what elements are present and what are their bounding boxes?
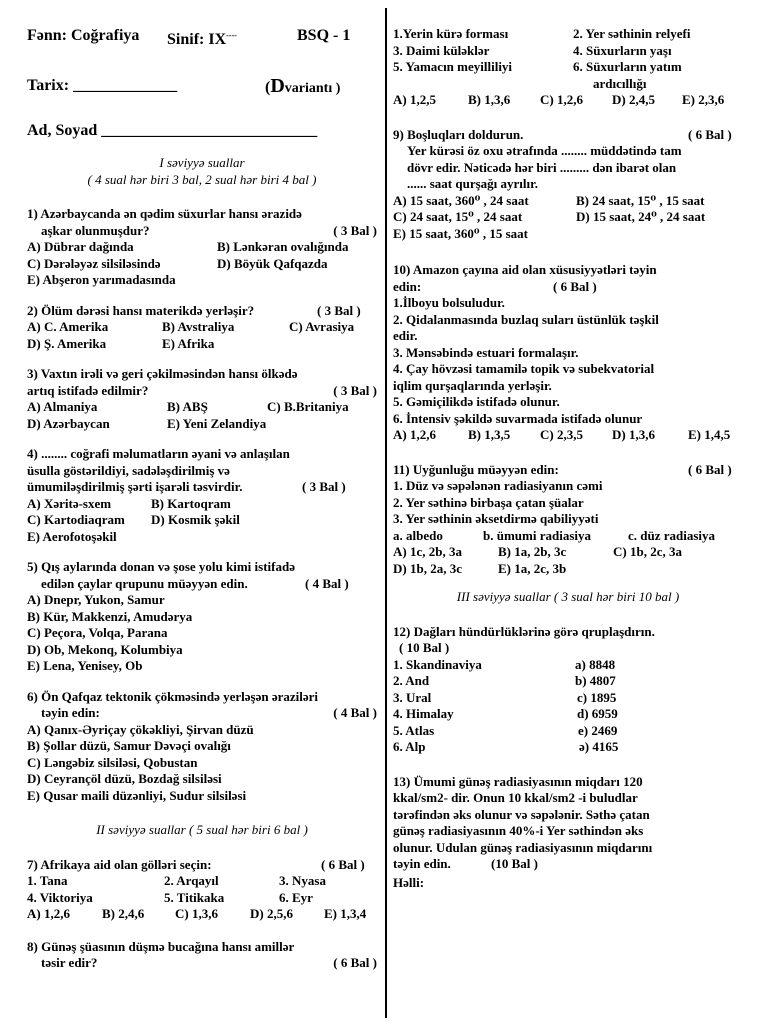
q12-mountain-3: 3. Ural xyxy=(393,689,432,705)
q9-line2: Yer kürəsi öz oxu ətrafında ........ müddətində tam xyxy=(407,143,682,158)
q5-line2-row xyxy=(27,576,377,593)
q8-items-34 xyxy=(393,43,743,60)
q4-options-ab xyxy=(27,496,377,513)
q8-item-1: 1.Yerin kürə forması xyxy=(393,26,509,41)
question-2 xyxy=(27,303,377,353)
q12-height-a: a) 8848 xyxy=(575,656,616,672)
q4-option-c: C) Kartodiaqram xyxy=(27,512,125,528)
q9-line1-row xyxy=(393,127,743,144)
question-13 xyxy=(393,774,743,892)
q7-items-456 xyxy=(27,890,377,907)
question-3 xyxy=(27,366,377,432)
q10-line2: edin: xyxy=(393,278,422,294)
q7-points: ( 6 Bal ) xyxy=(321,856,365,872)
q9-option-a: A) 15 saat, 360⁰ , 24 saat xyxy=(393,192,529,208)
q8-option-e: E) 2,3,6 xyxy=(682,92,725,107)
q12-rows xyxy=(393,657,743,756)
q7-option-a: A) 1,2,6 xyxy=(27,906,70,922)
question-7 xyxy=(27,857,377,923)
q9-line1: 9) Boşluqları doldurun. xyxy=(393,126,524,142)
variant-letter: D xyxy=(270,75,285,98)
q6-line2: təyin edin: xyxy=(41,705,100,721)
question-12 xyxy=(393,624,743,756)
question-9 xyxy=(393,127,743,243)
q5-points: ( 4 Bal ) xyxy=(305,575,349,591)
q10-options xyxy=(393,427,743,444)
q7-item-6: 6. Eyr xyxy=(279,889,313,905)
q11-option-a: A) 1c, 2b, 3a xyxy=(393,544,462,559)
q3-options-de xyxy=(27,416,377,433)
q11-item-1: 1. Düz və səpələnən radiasiyanın cəmi xyxy=(393,478,603,493)
q11-option-c: C) 1b, 2c, 3a xyxy=(613,544,682,559)
q7-option-b: B) 2,4,6 xyxy=(102,906,145,922)
q11-line1: 11) Uyğunluğu müəyyən edin: xyxy=(393,461,559,477)
q4-line2: üsulla göstərildiyi, sadələşdirilmiş və xyxy=(27,462,230,478)
q2-option-a: A) C. Amerika xyxy=(27,319,109,335)
q2-line1-row xyxy=(27,303,377,320)
q7-items-123 xyxy=(27,873,377,890)
column-divider xyxy=(385,8,387,1018)
q5-line1: 5) Qış aylarında donan və şose yolu kimi istifadə xyxy=(27,559,295,575)
q10-points: ( 6 Bal ) xyxy=(553,278,597,294)
q12-row xyxy=(393,739,743,756)
q2-option-b: B) Avstraliya xyxy=(162,319,235,335)
q8-line2: təsir edir? xyxy=(41,955,98,971)
question-8 xyxy=(27,939,377,972)
q12-points: ( 10 Bal ) xyxy=(399,640,450,655)
q3-option-c: C) B.Britaniya xyxy=(267,399,349,415)
q9-points: ( 6 Bal ) xyxy=(688,126,732,142)
q9-line3: dövr edir. Nəticədə hər biri ......... dən ibarət olan xyxy=(407,159,677,175)
q8-options xyxy=(393,92,743,109)
q2-option-e: E) Afrika xyxy=(162,335,215,351)
q10-option-e: E) 1,4,5 xyxy=(688,427,731,442)
q6-option-a: A) Qanıx-Əyriçay çökəkliyi, Şirvan düzü xyxy=(27,721,254,737)
q8-item-4: 4. Süxurların yaşı xyxy=(573,42,672,58)
bsq-label: BSQ - 1 xyxy=(297,27,351,44)
q6-line2-row xyxy=(27,705,377,722)
q8-item-2: 2. Yer səthinin relyefi xyxy=(573,26,691,41)
q13-points: (10 Bal ) xyxy=(491,856,538,871)
q8-line2-row xyxy=(27,955,377,972)
q8-items-56 xyxy=(393,59,743,76)
right-column xyxy=(393,26,743,891)
q9-options-ab xyxy=(393,193,743,210)
q11-points: ( 6 Bal ) xyxy=(688,461,732,477)
q11-option-b: B) 1a, 2b, 3c xyxy=(498,544,567,559)
q3-option-d: D) Azərbaycan xyxy=(27,415,110,431)
q12-height-f: ə) 4165 xyxy=(579,739,619,754)
q13-line4: günəş radiasiyasının 40%-i Yer səthindən əks xyxy=(393,823,644,838)
q10-line1: 10) Amazon çayına aid olan xüsusiyyətləri təyin xyxy=(393,262,657,277)
q11-key-a: a. albedo xyxy=(393,527,443,543)
left-column xyxy=(27,26,377,972)
q10-option-a: A) 1,2,6 xyxy=(393,427,436,442)
name-field: Ad, Soyad ___________________________ xyxy=(27,122,318,140)
q1-option-c: C) Dərələyəz silsiləsində xyxy=(27,255,161,271)
grade-text: Sinif: IX xyxy=(167,31,227,49)
q12-height-e: e) 2469 xyxy=(578,722,618,738)
q11-options-de xyxy=(393,561,743,578)
q12-height-c: c) 1895 xyxy=(577,689,617,705)
q12-mountain-1: 1. Skandinaviya xyxy=(393,656,482,672)
q10-option-c: C) 2,3,5 xyxy=(540,427,583,442)
q12-line1: 12) Dağları hündürlüklərinə görə qruplaşdırın. xyxy=(393,623,655,639)
q13-line6-row xyxy=(393,856,743,873)
q4-points: ( 3 Bal ) xyxy=(302,479,346,495)
q12-mountain-6: 6. Alp xyxy=(393,739,426,754)
q2-line1: 2) Ölüm dərəsi hansı materikdə yerləşir? xyxy=(27,302,255,318)
q12-height-d: d) 6959 xyxy=(577,706,618,721)
question-10 xyxy=(393,262,743,444)
q8-points: ( 6 Bal ) xyxy=(333,955,377,971)
q7-item-3: 3. Nyasa xyxy=(279,873,326,889)
q11-key-c: c. düz radiasiya xyxy=(628,527,716,543)
q10-item-2-cont: edir. xyxy=(393,328,418,343)
q8-items-12 xyxy=(393,26,743,43)
q6-points: ( 4 Bal ) xyxy=(333,705,377,721)
q8-item-3: 3. Daimi küləklər xyxy=(393,42,490,58)
q8-option-b: B) 1,3,6 xyxy=(468,92,511,107)
q9-option-c: C) 24 saat, 15⁰ , 24 saat xyxy=(393,209,523,224)
q7-option-e: E) 1,3,4 xyxy=(324,906,367,922)
q10-item-2: 2. Qidalanmasında buzlaq suları üstünlük təşkil xyxy=(393,311,659,327)
q12-row xyxy=(393,706,743,723)
q11-option-d: D) 1b, 2a, 3c xyxy=(393,560,462,576)
q6-option-c: C) Ləngəbiz silsiləsi, Qobustan xyxy=(27,754,198,770)
grade-label xyxy=(167,26,297,50)
q9-option-e: E) 15 saat, 360⁰ , 15 saat xyxy=(393,225,528,241)
q13-line5: olunur. Udulan günəş radiasiyasının miqdarını xyxy=(393,839,653,855)
q1-line1: 1) Azərbaycanda ən qədim süxurlar hansı ərazidə xyxy=(27,206,302,222)
q4-option-b: B) Kartoqram xyxy=(151,495,231,511)
q13-line2: kkal/sm2- dir. Onun 10 kkal/sm2 -i buludlar xyxy=(393,790,638,805)
q12-mountain-5: 5. Atlas xyxy=(393,722,435,738)
date-row xyxy=(27,76,377,99)
question-5 xyxy=(27,559,377,675)
q4-option-d: D) Kosmik şəkil xyxy=(151,512,240,528)
q5-line2: edilən çaylar qrupunu müəyyən edin. xyxy=(41,575,248,591)
q3-option-a: A) Almaniya xyxy=(27,399,98,415)
level3-title: III səviyyə suallar ( 3 sual hər biri 10 bal ) xyxy=(456,589,680,604)
q11-item-2: 2. Yer səthinə birbaşa çatan şüalar xyxy=(393,494,584,510)
subject-label: Fənn: Coğrafiya xyxy=(27,27,140,44)
q7-option-d: D) 2,5,6 xyxy=(250,906,293,922)
q7-item-4: 4. Viktoriya xyxy=(27,889,93,905)
q3-options-abc xyxy=(27,399,377,416)
q10-item-4: 4. Çay hövzəsi tamamilə topik və subekvatorial xyxy=(393,361,655,376)
question-6 xyxy=(27,689,377,805)
q12-row xyxy=(393,690,743,707)
q10-item-6: 6. İntensiv şəkildə suvarmada istifadə olunur xyxy=(393,410,643,426)
q9-option-d: D) 15 saat, 24⁰ , 24 saat xyxy=(576,209,706,224)
q1-option-d: D) Böyük Qafqazda xyxy=(217,255,328,271)
q11-item-3: 3. Yer səthinin əksetdirmə qabiliyyəti xyxy=(393,511,599,526)
q13-solution-label: Həlli: xyxy=(393,874,425,890)
q7-option-c: C) 1,3,6 xyxy=(175,906,218,922)
q12-row xyxy=(393,657,743,674)
q13-line1: 13) Ümumi günəş radiasiyasının miqdarı 120 xyxy=(393,773,643,789)
q11-line1-row xyxy=(393,462,743,479)
q1-option-e: E) Abşeron yarımadasında xyxy=(27,272,176,288)
q12-row xyxy=(393,723,743,740)
question-11 xyxy=(393,462,743,578)
q5-option-e: E) Lena, Yenisey, Ob xyxy=(27,658,143,674)
q4-line3: ümumiləşdirilmiş şərti işarəli təsvirdir. xyxy=(27,479,243,495)
q8-option-c: C) 1,2,6 xyxy=(540,92,583,107)
q7-options xyxy=(27,906,377,923)
grade-sup: ---- xyxy=(226,31,237,40)
q1-points: ( 3 Bal ) xyxy=(333,222,377,238)
q3-line2: artıq istifadə edilmir? xyxy=(27,382,149,398)
q1-options-cd xyxy=(27,256,377,273)
q2-option-d: D) Ş. Amerika xyxy=(27,335,107,351)
q11-options-abc xyxy=(393,544,743,561)
variant-label xyxy=(265,76,340,99)
q11-option-e: E) 1a, 2c, 3b xyxy=(498,560,567,576)
q8-item-6: 6. Süxurların yatım xyxy=(573,59,682,74)
q2-options-abc xyxy=(27,319,377,336)
q4-option-e: E) Aerofotoşəkil xyxy=(27,528,117,544)
q10-line2-row xyxy=(393,279,743,296)
variant-open: ( xyxy=(265,79,271,97)
level2-title: II səviyyə suallar ( 5 sual hər biri 6 bal ) xyxy=(96,822,308,838)
q10-item-1: 1.İlboyu bolsuludur. xyxy=(393,295,505,310)
q5-option-a: A) Dnepr, Yukon, Samur xyxy=(27,592,165,608)
q6-option-d: D) Ceyrançöl düzü, Bozdağ silsiləsi xyxy=(27,771,222,787)
q2-option-c: C) Avrasiya xyxy=(289,319,355,335)
q12-height-b: b) 4807 xyxy=(575,673,616,688)
level1-title: I səviyyə suallar xyxy=(159,155,245,171)
q3-line1: 3) Vaxtın irəli və geri çəkilməsindən hansı ölkədə xyxy=(27,366,298,382)
q7-line1: 7) Afrikaya aid olan gölləri seçin: xyxy=(27,856,212,872)
q1-line2-row xyxy=(27,223,377,240)
question-8-continued xyxy=(393,26,743,109)
q3-line2-row xyxy=(27,383,377,400)
q1-option-b: B) Lənkəran ovalığında xyxy=(217,239,349,255)
q5-option-d: D) Ob, Mekonq, Kolumbiya xyxy=(27,641,183,657)
q4-line1: 4) ........ coğrafi məlumatların əyani və anlaşılan xyxy=(27,446,290,462)
q3-option-e: E) Yeni Zelandiya xyxy=(167,415,267,431)
header-row xyxy=(27,26,377,50)
question-1 xyxy=(27,206,377,289)
q6-line1: 6) Ön Qafqaz tektonik çökməsində yerləşən əraziləri xyxy=(27,688,319,704)
q7-item-1: 1. Tana xyxy=(27,873,68,889)
q10-item-3: 3. Mənsəbində estuari formalaşır. xyxy=(393,344,579,360)
q11-keys xyxy=(393,528,743,545)
q8-item-5: 5. Yamacın meyilliliyi xyxy=(393,59,513,74)
q1-option-a: A) Dübrar dağında xyxy=(27,239,134,255)
q6-option-e: E) Qusar maili düzənliyi, Sudur silsiləsi xyxy=(27,787,247,803)
q4-line3-row xyxy=(27,479,377,496)
date-field: Tarix: _____________ xyxy=(27,77,178,95)
q6-option-b: B) Şollar düzü, Samur Dəvəçi ovalığı xyxy=(27,738,231,754)
q8-option-a: A) 1,2,5 xyxy=(393,92,436,107)
q3-points: ( 3 Bal ) xyxy=(333,382,377,398)
q10-option-b: B) 1,3,5 xyxy=(468,427,511,442)
q11-key-b: b. ümumi radiasiya xyxy=(483,527,591,543)
q12-mountain-2: 2. And xyxy=(393,673,430,688)
q10-item-4-cont: iqlim qurşaqlarında yerləşir. xyxy=(393,377,552,393)
q4-option-a: A) Xəritə-sxem xyxy=(27,495,112,511)
q7-item-2: 2. Arqayıl xyxy=(164,873,219,889)
q10-option-d: D) 1,3,6 xyxy=(612,427,655,442)
question-4 xyxy=(27,446,377,545)
q12-row xyxy=(393,673,743,690)
q1-options-ab xyxy=(27,239,377,256)
q1-line2: aşkar olunmuşdur? xyxy=(41,222,150,238)
variant-close: variantı ) xyxy=(284,81,341,97)
q8-line1: 8) Günəş şüasının düşmə bucağına hansı amillər xyxy=(27,938,295,954)
q4-options-cd xyxy=(27,512,377,529)
q7-item-5: 5. Titikaka xyxy=(164,889,225,905)
q7-line1-row xyxy=(27,857,377,874)
q10-item-5: 5. Gəmiçilikdə istifadə olunur. xyxy=(393,394,560,409)
q8-item-6-cont: ardıcıllığı xyxy=(593,75,647,91)
q9-option-b: B) 24 saat, 15⁰ , 15 saat xyxy=(576,192,705,208)
q5-option-c: C) Peçora, Volqa, Parana xyxy=(27,625,168,641)
q9-line4: ...... saat qurşağı ayrılır. xyxy=(407,176,538,191)
q12-mountain-4: 4. Himalay xyxy=(393,706,454,721)
level1-subtitle: ( 4 sual hər biri 3 bal, 2 sual hər biri 4 bal ) xyxy=(87,171,317,187)
q13-line6: təyin edin. xyxy=(393,856,451,871)
q3-option-b: B) ABŞ xyxy=(167,399,208,415)
q9-options-cd xyxy=(393,209,743,226)
q8-option-d: D) 2,4,5 xyxy=(612,92,655,107)
q5-option-b: B) Kür, Makkenzi, Amudərya xyxy=(27,608,193,624)
q13-line3: tərəfindən əks olunur və səpələnir. Səthə çatan xyxy=(393,806,650,822)
q2-points: ( 3 Bal ) xyxy=(317,302,361,318)
q2-options-de xyxy=(27,336,377,353)
